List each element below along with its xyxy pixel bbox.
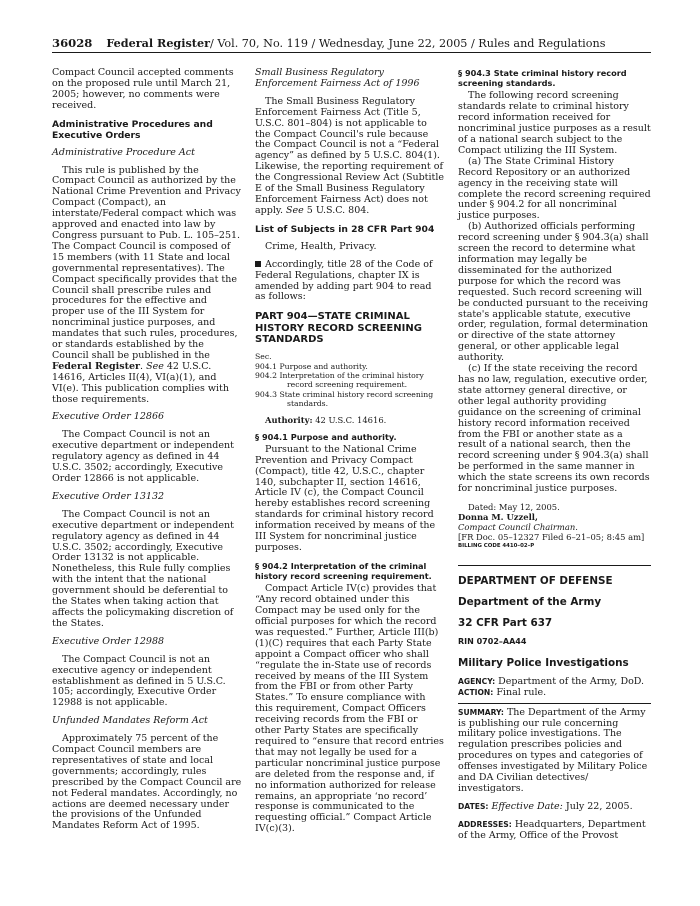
paragraph: The Compact Council is not an executive department or independent regulatory agency as defined in 44 U.S.C. 3502; accordingly, Executive Order 12866 is not applicable. (52, 429, 234, 484)
paragraph: Pursuant to the National Crime Prevention and Privacy Compact (Compact), title 42, U.S.C., chapter 140, subchapter II, section 14616, Article IV (c), the Compact Council hereby establishes record screening standards for criminal history record information received by means of the III System for noncriminal justice purposes. (255, 443, 436, 553)
toc-item: 904.1 Purpose and authority. (255, 361, 368, 371)
agency-heading: Department of the Army (458, 595, 602, 608)
signer-name: Donna M. Uzzell, (458, 511, 538, 522)
paragraph: This rule is published by the Compact Council as authorized by the National Crime Prevention and Privacy Compact (Compact), an interstate/Federal compact which was approved and enacted into law by Congress pursuant to Pub. L. 105–251. The Compact Council is composed of 15 members (with 11 State and local governmental representatives). The Compact specifically provides that the Council shall prescribe rules and procedures for the effective and proper use of the III System for noncriminal justice purposes, and mandates that such rules, procedures, or standards established by the Council shall be published in the Federal Register. See 42 U.S.C. 14616, Articles II(4), VI(a)(1), and VI(e). This publication complies with those requirements. (52, 164, 241, 405)
subheading: Executive Order 12866 (52, 411, 165, 423)
authority-citation: Authority: 42 U.S.C. 14616. (265, 414, 387, 425)
section-heading: § 904.1 Purpose and authority. (255, 431, 397, 442)
cfr-part-heading: 32 CFR Part 637 (458, 616, 553, 629)
summary-paragraph: SUMMARY: The Department of the Army is publishing our rule concerning military police investigations. The regulation prescribes policies and procedures on types and categories of offenses investigated by Military Police and DA Civilian detectives/ investigators. (458, 706, 648, 794)
toc-item: 904.2 Interpretation of the criminal history record screening requirement. (255, 371, 424, 390)
paragraph: Compact Council accepted comments on the proposed rule until March 21, 2005; however, no comments were received. (52, 67, 234, 111)
summary-divider (458, 703, 651, 704)
subheading: Executive Order 13132 (52, 490, 165, 502)
signer-title: Compact Council Chairman. (458, 521, 578, 532)
publication-name: Federal Register (106, 36, 210, 50)
section-heading: List of Subjects in 28 CFR Part 904 (255, 223, 435, 235)
addresses-paragraph: ADDRESSES: Headquarters, Department of the Army, Office of the Provost (458, 818, 646, 841)
toc-label: Sec. (255, 352, 272, 362)
dates-paragraph: DATES: Effective Date: July 22, 2005. (458, 800, 633, 812)
rule-title: Military Police Investigations (458, 656, 629, 669)
issue-line: / Vol. 70, No. 119 / Wednesday, June 22, 2005 / Rules and Regulations (210, 37, 606, 50)
amendatory-instruction: Accordingly, title 28 of the Code of Federal Regulations, chapter IX is amended by adding part 904 to read as follows: (255, 258, 433, 303)
fr-doc-line: [FR Doc. 05–12327 Filed 6–21–05; 8:45 am] (458, 531, 645, 542)
subheading: Unfunded Mandates Reform Act (52, 715, 208, 727)
section-heading: § 904.3 State criminal history record screening standards. (458, 68, 627, 89)
column-2 (255, 68, 445, 835)
section-heading: § 904.2 Interpretation of the criminal history record screening requirement. (255, 560, 432, 582)
paragraph: The following record screening standards relate to criminal history record information received for noncriminal justice purposes as a result of a national search subject to the Compact utilizing the III System. (458, 90, 651, 156)
toc-item: 904.3 State criminal history record screening standards. (255, 389, 434, 409)
subheading: Executive Order 12988 (52, 635, 165, 647)
section-heading: Administrative Procedures and Executive Orders (52, 118, 213, 141)
page-header (52, 36, 652, 50)
header-rule (52, 52, 651, 53)
column-1 (52, 68, 242, 832)
paragraph: (c) If the state receiving the record has no law, regulation, executive order, state attorney general directive, or other legal authority providing guidance on the screening of criminal history record information received from the FBI or another state as a result of a national search, then the record screening under § 904.3(a) shall be performed in the same manner in which the state screens its own records for noncriminal justice purposes. (458, 363, 650, 495)
paragraph: The Compact Council is not an executive agency or independent establishment as defined in 5 U.S.C. 105; accordingly, Executive Order 12988 is not applicable. (52, 653, 226, 709)
agency-line: AGENCY: Department of the Army, DoD. (458, 675, 645, 687)
table-of-contents (255, 352, 445, 408)
column-3 (458, 68, 651, 842)
subjects-list: Crime, Health, Privacy. (265, 240, 377, 252)
rin-number: RIN 0702–AA44 (458, 636, 527, 646)
section-divider (458, 565, 651, 566)
billing-code: BILLING CODE 4410–02–P (458, 542, 535, 549)
subheading: Administrative Procedure Act (52, 146, 195, 158)
subheading: Small Business Regulatory Enforcement Fairness Act of 1996 (255, 67, 420, 89)
paragraph: Compact Article IV(c) provides that “Any record obtained under this Compact may be used only for the official purposes for which the record was requested.” Further, Article III(b)(1)(C) requires that each Party State appoint a Compact officer who shall “regulate the in-State use of records received by means of the III System from the FBI or from other Party States.” To ensure compliance with this requirement, Compact Officers receiving records from the FBI or other Party States are specifically required to “ensure that record entries that may not legally be used for a particular noncriminal justice purpose are deleted from the response and, if no information authorized for release remains, an appropriate ‘no record’ response is communicated to the requesting official.” Compact Article IV(c)(3). (255, 583, 444, 835)
paragraph: Approximately 75 percent of the Compact Council members are representatives of state and local governments; accordingly, rules prescribed by the Compact Council are not Federal mandates. Accordingly, no actions are deemed necessary under the provisions of the Unfunded Mandates Reform Act of 1995. (52, 733, 242, 832)
action-line: ACTION: Final rule. (458, 686, 547, 698)
dated-line: Dated: May 12, 2005. (468, 501, 560, 512)
paragraph: The Small Business Regulatory Enforcement Fairness Act (Title 5, U.S.C. 801–804) is not applicable to the Compact Council's rule because the Compact Council is not a “Federal agency” as defined by 5 U.S.C. 804(1). Likewise, the reporting requirement of the Congressional Review Act (Subtitle E of the Small Business Regulatory Enforcement Fairness Act) does not apply. See 5 U.S.C. 804. (255, 95, 444, 216)
page-number: 36028 (52, 36, 93, 50)
department-heading: DEPARTMENT OF DEFENSE (458, 574, 613, 587)
part-heading: PART 904—STATE CRIMINAL HISTORY RECORD SCREENING STANDARDS (255, 311, 422, 345)
amendment-square-icon (255, 261, 261, 267)
paragraph: (b) Authorized officials performing record screening under § 904.3(a) shall screen the record to determine what information may legally be disseminated for the authorized purpose for which the record was requested. Such record screening will be conducted pursuant to the receiving state's applicable statute, executive order, regulation, formal determination or directive of the state attorney general, or other applicable legal authority. (458, 221, 649, 364)
paragraph: The Compact Council is not an executive department or independent regulatory agency as defined in 44 U.S.C. 3502; accordingly, Executive Order 13132 is not applicable. Nonetheless, this Rule fully complies with the intent that the national government should be deferential to the States when taking action that affects the policymaking discretion of the States. (52, 508, 234, 629)
paragraph: (a) The State Criminal History Record Repository or an authorized agency in the receiving state will complete the record screening required under § 904.2 for all noncriminal justice purposes. (458, 155, 651, 222)
